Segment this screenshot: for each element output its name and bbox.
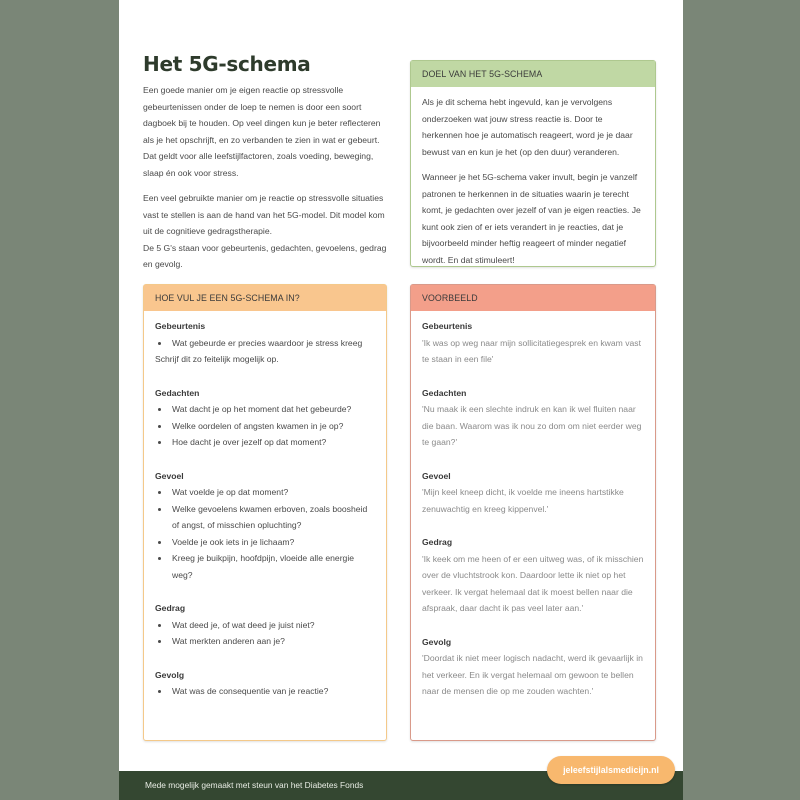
section-note: Schrijf dit zo feitelijk mogelijk op. <box>155 354 279 364</box>
bullet-list <box>155 401 375 451</box>
list-item: • Wat merkten anderen aan je? <box>170 633 375 650</box>
voorbeeld-box <box>410 284 656 741</box>
section-title: Gebeurtenis <box>155 321 206 331</box>
list-item: • Voelde je ook iets in je lichaam? <box>170 534 375 551</box>
list-item: • Welke oordelen of angsten kwamen in je op? <box>170 418 375 435</box>
section-title: Gedrag <box>422 537 453 547</box>
list-item: • Wat gebeurde er precies waardoor je stress kreeg <box>170 335 375 352</box>
section-title: Gedrag <box>155 603 186 613</box>
intro-paragraph: Een goede manier om je eigen reactie op stressvolle gebeurtenissen onder de loep te nemen is door een soort dagboek bij te houden. Op veel dingen kun je beter reflecteren als je het opschrijft, en zo verbanden te zien in wat er gebeurt. Dat geldt voor alle leefstijlfactoren, zoals voeding, beweging, slaap én ook voor stress. <box>143 85 381 178</box>
list-item: • Wat dacht je op het moment dat het gebeurde? <box>170 401 375 418</box>
hoe-box <box>143 284 387 741</box>
hoe-section-gebeurtenis <box>155 318 375 368</box>
section-title: Gevoel <box>422 470 451 481</box>
section-title: Gebeurtenis <box>422 321 473 331</box>
hoe-section-gevolg <box>155 667 375 700</box>
voorbeeld-body <box>411 311 655 723</box>
document-page <box>119 0 683 800</box>
bullet-list <box>155 484 375 583</box>
bullet-list <box>155 683 375 700</box>
section-title: Gevolg <box>422 636 452 647</box>
doel-box <box>410 60 656 267</box>
voorbeeld-section-gedachten <box>422 385 644 451</box>
page-title: Het 5G-schema <box>143 52 311 76</box>
doel-paragraph: Als je dit schema hebt ingevuld, kan je vervolgens onderzoeken wat jouw stress reactie is. Door te herkennen hoe je automatisch reageert, word je je daar bewust van en kun je het (op den duur) veranderen. <box>422 97 633 157</box>
list-item: • Hoe dacht je over jezelf op dat moment? <box>170 434 375 451</box>
voorbeeld-section-gevolg <box>422 634 644 700</box>
hoe-section-gedrag <box>155 600 375 650</box>
list-item: • Wat was de consequentie van je reactie? <box>170 683 375 700</box>
section-title: Gedachten <box>422 387 467 398</box>
bullet-list <box>155 335 375 352</box>
list-item: • Welke gevoelens kwamen erboven, zoals boosheid of angst, of misschien opluchting? <box>170 501 375 534</box>
hoe-section-gedachten <box>155 385 375 451</box>
doel-heading: DOEL VAN HET 5G-SCHEMA <box>411 61 655 87</box>
website-link-badge[interactable]: jeleefstijlalsmedicijn.nl <box>547 756 675 784</box>
section-title: Gevolg <box>155 669 185 680</box>
voorbeeld-section-gedrag <box>422 534 644 617</box>
intro-paragraph <box>143 190 393 273</box>
example-quote: 'Ik was op weg naar mijn sollicitatiegesprek en kwam vast te staan in een file' <box>422 337 641 364</box>
example-quote: 'Ik keek om me heen of er een uitweg was, of ik misschien over de vluchtstrook kon. Daardoor lette ik niet op het verkeer. Ik vergat helemaal dat ik moest bellen naar die afspraak, daar dacht ik pas veel later aan.' <box>422 553 644 613</box>
example-quote: 'Doordat ik niet meer logisch nadacht, werd ik gevaarlijk in het verkeer. En ik vergat helemaal om gewoon te bellen naar de mensen die op me zouden wachten.' <box>422 653 643 696</box>
voorbeeld-section-gebeurtenis <box>422 318 644 368</box>
bullet-list <box>155 617 375 650</box>
voorbeeld-heading: VOORBEELD <box>411 285 655 311</box>
doel-paragraph: Wanneer je het 5G-schema vaker invult, begin je vanzelf patronen te herkennen in de situaties waarin je terecht komt, je gedachten over jezelf of van je eigen reacties. Je kunt ook zien of er iets verandert in je reacties, dat je bijvoorbeeld minder heftig reageert of minder negatief wordt. En dat stimuleert! <box>422 172 641 265</box>
footer-text: Mede mogelijk gemaakt met steun van het Diabetes Fonds <box>145 780 364 790</box>
doel-body <box>411 87 655 283</box>
hoe-body <box>144 311 386 723</box>
hoe-section-gevoel <box>155 468 375 584</box>
section-title: Gevoel <box>155 470 184 481</box>
example-quote: 'Mijn keel kneep dicht, ik voelde me ineens hartstikke zenuwachtig en kreeg kippenvel.' <box>422 487 624 514</box>
intro-line: Een veel gebruikte manier om je reactie op stressvolle situaties vast te stellen is aan de hand van het 5G-model. Dit model kom uit de cognitieve gedragstherapie. <box>143 193 385 236</box>
list-item: • Kreeg je buikpijn, hoofdpijn, vloeide alle energie weg? <box>170 550 375 583</box>
hoe-heading: HOE VUL JE EEN 5G-SCHEMA IN? <box>144 285 386 311</box>
intro-text <box>143 82 393 282</box>
list-item: • Wat deed je, of wat deed je juist niet? <box>170 617 375 634</box>
voorbeeld-section-gevoel <box>422 468 644 518</box>
intro-line: De 5 G's staan voor gebeurtenis, gedachten, gevoelens, gedrag en gevolg. <box>143 242 387 269</box>
list-item: • Wat voelde je op dat moment? <box>170 484 375 501</box>
section-title: Gedachten <box>155 387 200 398</box>
example-quote: 'Nu maak ik een slechte indruk en kan ik wel fluiten naar die baan. Waarom was ik nou zo dom om niet eerder weg te gaan?' <box>422 404 642 447</box>
